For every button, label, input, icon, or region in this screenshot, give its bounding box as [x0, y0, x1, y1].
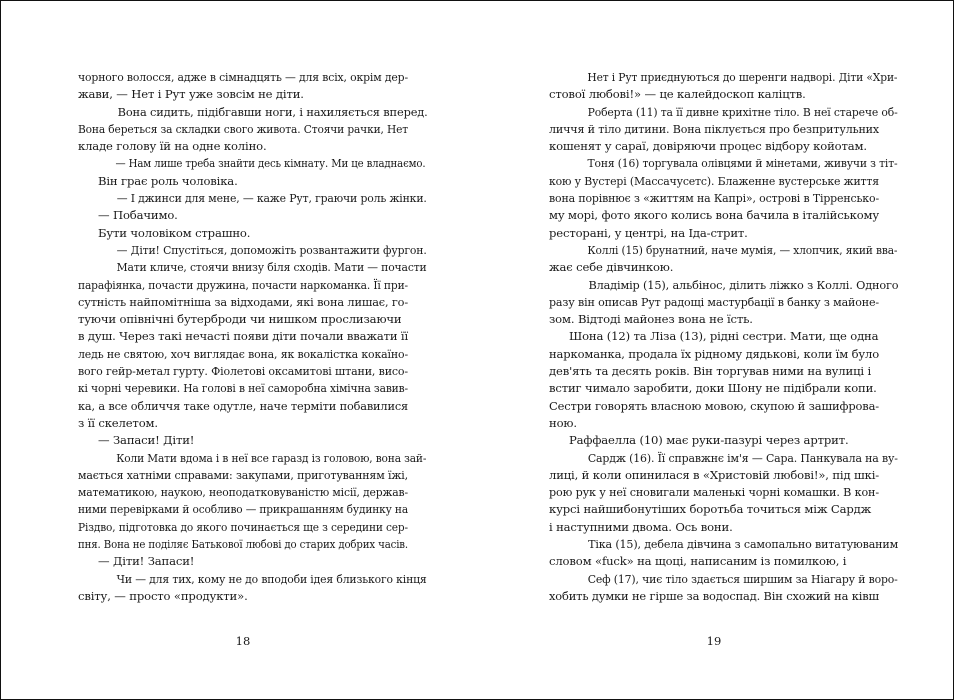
- text-line: — Діти! Запаси!: [98, 554, 195, 569]
- text-line: Тоня (16) торгувала олівцями й мінетами, живучи з тіт-: [587, 156, 898, 171]
- text-line: світу, — просто «продукти».: [78, 588, 248, 603]
- text-line: Коли Мати вдома і в неї все гаразд із головою, вона зай-: [116, 450, 427, 465]
- text-line: курсі найшибонутіших боротьба точиться між Сардж: [549, 502, 872, 517]
- text-line: вона порівнює з «життям на Капрі», острові в Тірренсько-: [549, 191, 880, 206]
- text-line: лиці, й коли опинилася в «Христовій любові!», під шкі-: [549, 467, 880, 482]
- text-line: — Побачимо.: [98, 208, 178, 223]
- text-line: — Нам лише треба знайти десь кімнату. Ми це владнаємо.: [115, 156, 426, 171]
- text-line: Чи — для тих, кому не до вподоби ідея близького кінця: [116, 571, 427, 586]
- text-line: кошенят у сараї, довіряючи процес відбору койотам.: [549, 139, 867, 154]
- text-line: дев'ять та десять років. Він торгував ними на вулиці і: [549, 364, 872, 379]
- text-line: словом «fuck» на щоці, написаним із помилкою, і: [549, 554, 847, 569]
- text-line: Сеф (17), чиє тіло здається ширшим за Ніагару й воро-: [587, 571, 898, 586]
- gutter: [477, 1, 478, 699]
- text-line: парафіянка, почасти дружина, почасти наркоманка. Її при-: [78, 277, 409, 292]
- text-line: Він грає роль чоловіка.: [98, 173, 238, 188]
- text-line: стової любові!» — це калейдоскоп каліцтв.: [549, 87, 806, 102]
- text-line: наркоманка, продала їх рідному дядькові, коли їм було: [549, 346, 880, 361]
- text-line: хобить думки не гірше за водоспад. Він схожий на ківш: [549, 588, 879, 603]
- text-line: пня. Вона не поділяє Батькової любові до старих добрих часів.: [78, 537, 409, 552]
- text-line: — Діти! Спустіться, допоможіть розвантажити фургон.: [116, 242, 427, 257]
- text-line: Коллі (15) брунатний, наче мумія, — хлопчик, який вва-: [587, 242, 898, 257]
- text-line: Вона сидить, підібгавши ноги, і нахиляється вперед.: [117, 104, 428, 119]
- right-page-text: [549, 69, 899, 605]
- text-line: сутність найпомітніша за відходами, які вона лишає, го-: [78, 294, 409, 309]
- text-line: і наступними двома. Ось вони.: [549, 519, 733, 534]
- text-line: ледь не святою, хоч виглядає вона, як вокалістка кокаїно-: [78, 346, 409, 361]
- text-line: вого гейр-метал гурту. Фіолетові оксамитові штани, висо-: [78, 364, 409, 379]
- text-line: кладе голову їй на одне коліно.: [78, 139, 267, 154]
- text-line: жає себе дівчинкою.: [549, 260, 674, 275]
- text-line: Мати кличе, стоячи внизу біля сходів. Мати — почасти: [116, 260, 427, 275]
- text-line: Тіка (15), дебела дівчина з самопально витатуюваним: [588, 537, 899, 552]
- text-line: Раффаелла (10) має руки-пазурі через артрит.: [569, 433, 849, 448]
- text-line: Роберта (11) та її дивне крихітне тіло. В неї старече об-: [587, 104, 898, 119]
- text-line: зом. Відтоді майонез вона не їсть.: [549, 312, 753, 327]
- text-line: ка, а все обличчя таке одутле, наче терміти побавилися: [78, 398, 408, 413]
- text-line: встиг чимало заробити, доки Шону не підібрали копи.: [549, 381, 877, 396]
- page-number-left: 18: [235, 634, 251, 648]
- text-line: рою рук у неї сновигали маленькі чорні комашки. В кон-: [549, 485, 879, 500]
- left-page-text: [78, 69, 428, 605]
- text-line: математикою, наукою, неоподатковуваністю місії, держав-: [78, 485, 408, 500]
- text-line: в душ. Через такі нечасті появи діти почали вважати її: [78, 329, 408, 344]
- text-line: му морі, фото якого колись вона бачила в італійському: [549, 208, 880, 223]
- text-line: Сардж (16). Її справжнє ім'я — Сара. Панкувала на ву-: [587, 450, 898, 465]
- text-line: — Запаси! Діти!: [98, 433, 195, 448]
- text-line: з її скелетом.: [78, 415, 158, 430]
- text-line: мається хатніми справами: закупами, приготуванням їжі,: [78, 467, 409, 482]
- text-line: личчя й тіло дитини. Вона піклується про безпритульних: [549, 121, 880, 136]
- text-line: ною.: [549, 415, 577, 430]
- text-line: Шона (12) та Ліза (13), рідні сестри. Мати, ще одна: [569, 329, 879, 344]
- text-line: Владімір (15), альбінос, ділить ліжко з Коллі. Одного: [588, 277, 899, 292]
- text-line: ними перевірками й особливо — прикрашанням будинку на: [78, 502, 408, 517]
- text-line: Сестри говорять власною мовою, скупою й зашифрова-: [549, 398, 880, 413]
- page-number-right: 19: [706, 634, 722, 648]
- text-line: — І джинси для мене, — каже Рут, граючи роль жінки.: [116, 191, 427, 206]
- text-line: жави, — Нет і Рут уже зовсім не діти.: [78, 87, 304, 102]
- text-line: чорного волосся, адже в сімнадцять — для всіх, окрім дер-: [78, 70, 408, 84]
- text-line: Бути чоловіком страшно.: [98, 225, 251, 240]
- text-line: кою у Вустері (Массачусетс). Блаженне вустерське життя: [549, 173, 879, 188]
- text-line: кі чорні черевики. На голові в неї саморобна хімічна завив-: [78, 381, 409, 396]
- text-line: Різдво, підготовка до якого починається ще з середини сер-: [78, 519, 408, 534]
- text-line: ресторані, у центрі, на Іда-стрит.: [549, 225, 748, 240]
- text-line: туючи опівнічні бутерброди чи нишком прослизаючи: [78, 312, 402, 327]
- text-line: разу він описав Рут радощі мастурбації в банку з майоне-: [549, 294, 879, 309]
- text-line: Нет і Рут приєднуються до шеренги надворі. Діти «Хри-: [587, 70, 898, 84]
- text-line: Вона береться за складки свого живота. Стоячи рачки, Нет: [78, 121, 409, 136]
